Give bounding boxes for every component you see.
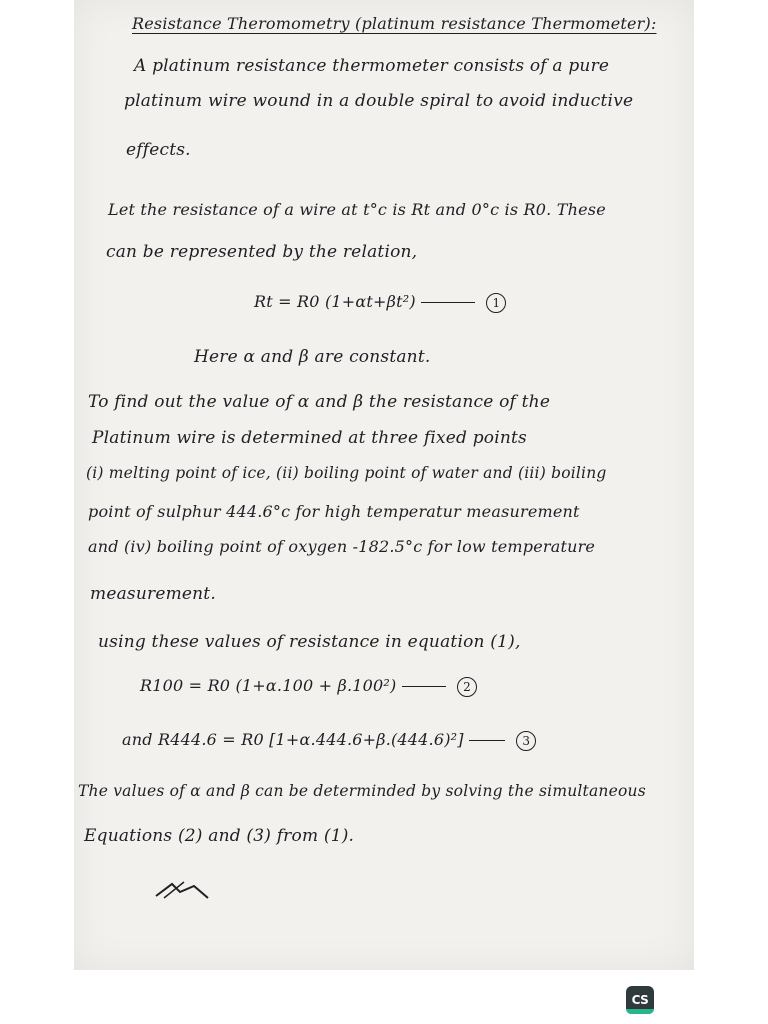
equation-dash — [421, 302, 475, 303]
logo-accent-bar — [626, 1009, 654, 1014]
camscanner-logo — [626, 986, 654, 1014]
note-line: (i) melting point of ice, (ii) boiling point of water and (iii) boiling — [86, 464, 607, 482]
note-line: platinum wire wound in a double spiral to avoid inductive — [124, 91, 634, 111]
equation-number: 2 — [457, 677, 477, 697]
note-line: The values of α and β can be determinded by solving the simultaneous — [78, 782, 646, 800]
equation-text: and R444.6 = R0 [1+α.444.6+β.(444.6)²] — [122, 730, 464, 749]
equation-dash — [402, 686, 446, 687]
equation-number: 3 — [516, 731, 536, 751]
logo-text: CS — [631, 993, 649, 1007]
note-line: using these values of resistance in equation (1), — [98, 632, 521, 652]
note-title: Resistance Theromometry (platinum resistance Thermometer): — [132, 14, 657, 33]
equation-text: Rt = R0 (1+αt+βt²) — [254, 292, 416, 311]
note-line: Equations (2) and (3) from (1). — [84, 826, 355, 846]
note-line: Here α and β are constant. — [194, 347, 431, 367]
note-line: and (iv) boiling point of oxygen -182.5°c for low temperature — [88, 537, 596, 556]
note-line: effects. — [126, 140, 191, 160]
note-line: point of sulphur 444.6°c for high temperatur measurement — [88, 502, 580, 521]
note-line: measurement. — [90, 584, 216, 604]
equation-number: 1 — [486, 293, 506, 313]
note-line: Let the resistance of a wire at t°c is Rt and 0°c is R0. These — [108, 200, 606, 219]
equation-1 — [254, 292, 506, 313]
notebook-page — [74, 0, 694, 970]
note-line: To find out the value of α and β the resistance of the — [88, 392, 551, 412]
note-line: A platinum resistance thermometer consists of a pure — [134, 56, 610, 76]
equation-2 — [140, 676, 477, 697]
scribble-mark — [154, 878, 210, 902]
equation-3 — [122, 730, 536, 751]
note-line: can be represented by the relation, — [106, 242, 418, 262]
note-line: Platinum wire is determined at three fixed points — [92, 428, 527, 448]
equation-dash — [469, 740, 505, 741]
equation-text: R100 = R0 (1+α.100 + β.100²) — [140, 676, 397, 695]
